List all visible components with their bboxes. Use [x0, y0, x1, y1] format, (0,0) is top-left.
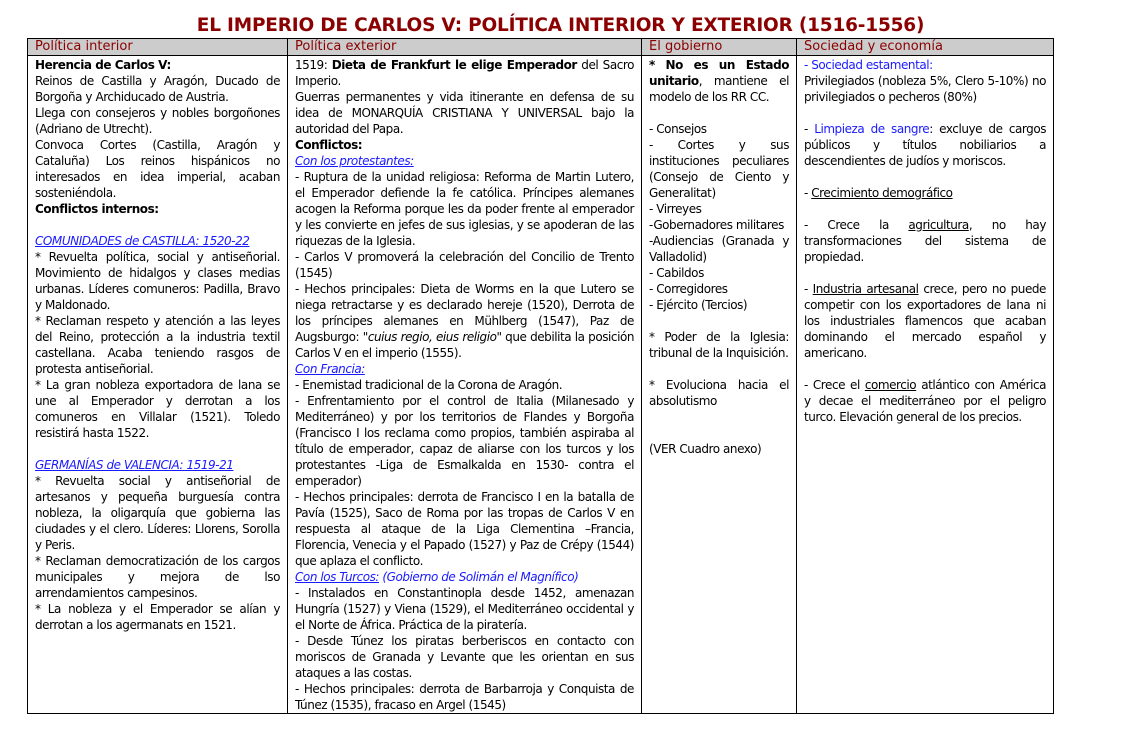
- protestantes-point-1: - Ruptura de la unidad religiosa: Reforma de Martin Lutero, el Emperador defiende la fe católica. Príncipes alemanes acogen la Reforma porque les da poder frente al emperador y les convierte en jefes de sus iglesias, y se apoderan de las riquezas de la Iglesia.: [295, 170, 634, 248]
- iglesia-text: * Poder de la Iglesia: tribunal de la Inquisición.: [649, 330, 789, 360]
- demografico-dash: -: [804, 186, 812, 200]
- column-header-sociedad-economia: Sociedad y economía: [797, 39, 1054, 56]
- gobierno-item: - Consejos: [649, 122, 707, 136]
- francia-point-3: - Hechos principales: derrota de Francisco I en la batalla de Pavía (1525), Saco de Roma por las tropas de Carlos V en respuesta al ataque de la Liga Clementina –Francia, Florencia, Venecia y el Papado (1527) y Paz de Crépy (1544) que aplaza el conflicto.: [295, 490, 634, 568]
- frankfurt-text: [295, 57, 634, 89]
- protestantes-point-3-b: que debilita la posición Carlos V en el imperio (1555).: [295, 330, 635, 360]
- germanias-point-2: * Reclaman democratización de los cargos municipales y mejora de lso arrendamientos campesinos.: [35, 554, 280, 600]
- protestantes-point-2: - Carlos V promoverá la celebración del Concilio de Trento (1545): [295, 250, 634, 280]
- gobierno-item: - Ejército (Tercios): [649, 298, 748, 312]
- industria-post: crece, pero no puede competir con los exportadores de lana ni los industriales flamencos que acaban dominando el mercado español y americano.: [804, 282, 1046, 360]
- comercio-text: [804, 377, 1046, 425]
- summary-table: [27, 38, 1054, 714]
- herencia-text: Reinos de Castilla y Aragón, Ducado de Borgoña y Archiducado de Austria.: [35, 74, 280, 104]
- germanias-point-3: * La nobleza y el Emperador se alían y derrotan a los agermanats en 1521.: [35, 602, 280, 632]
- convoca-text: Convoca Cortes (Castilla, Aragón y Cataluña) Los reinos hispánicos no interesados en idea imperial, acaban sosteniéndola.: [35, 138, 280, 200]
- unitario-rest: , mantiene el modelo de los RR CC.: [649, 74, 789, 104]
- turcos-heading: Con los Turcos:: [295, 570, 380, 584]
- cell-sociedad-economia: [797, 56, 1054, 714]
- augsburgo-quote: "cuius regio, eius religio": [362, 330, 502, 344]
- industria-term: Industria artesanal: [812, 282, 919, 296]
- frankfurt-year: 1519:: [295, 58, 332, 72]
- comunidades-heading: COMUNIDADES de CASTILLA: 1520-22: [35, 234, 250, 248]
- comercio-term: comercio: [864, 378, 917, 392]
- protestantes-point-3: [295, 281, 634, 361]
- turcos-point-3: - Hechos principales: derrota de Barbarroja y Conquista de Túnez (1535), fracaso en Argel (1545): [295, 682, 634, 712]
- column-header-politica-interior: Política interior: [28, 39, 288, 56]
- frankfurt-bold: Dieta de Frankfurt le elige Emperador: [331, 58, 577, 72]
- agricultura-pre: - Crece la: [804, 218, 909, 232]
- table-row: [28, 56, 1054, 714]
- unitario-bold: * No es un Estado unitario: [649, 58, 789, 88]
- frankfurt-rest: del Sacro Imperio.: [295, 58, 634, 88]
- turcos-subheading: (Gobierno de Solimán el Magnífico): [379, 570, 579, 584]
- gobierno-item: -Gobernadores militares: [649, 218, 784, 232]
- turcos-heading-line: [295, 569, 634, 585]
- agricultura-post: , no hay transformaciones del sistema de propiedad.: [804, 218, 1046, 264]
- germanias-point-1: * Revuelta social y antiseñorial de artesanos y pequeña burguesía contra nobleza, la oligarquía que gobierna las ciudades y el clero. Líderes: Llorens, Sorolla y Peris.: [35, 474, 280, 552]
- column-header-gobierno: El gobierno: [642, 39, 797, 56]
- guerras-text: Guerras permanentes y vida itinerante en defensa de su idea de MONARQUÍA CRISTIANA Y UNIVERSAL bajo la autoridad del Papa.: [295, 90, 634, 136]
- comunidades-point-1: * Revuelta política, social y antiseñorial. Movimiento de hidalgos y clases medias urbanas. Líderes comuneros: Padilla, Bravo y Maldonado.: [35, 250, 280, 312]
- comunidades-point-2: * Reclaman respeto y atención a las leyes del Reino, protección a la industria textil castellana. Acaba teniendo rasgos de protesta antiseñorial.: [35, 314, 280, 376]
- turcos-point-2: - Desde Túnez los piratas berberiscos en contacto con moriscos de Granada y Levante que les orientan en sus ataques a las costas.: [295, 634, 634, 680]
- ver-cuadro-anexo: (VER Cuadro anexo): [649, 442, 762, 456]
- limpieza-text: [804, 121, 1046, 169]
- protestantes-heading: Con los protestantes:: [295, 154, 414, 168]
- cell-gobierno: [642, 56, 797, 714]
- francia-heading: Con Francia:: [295, 362, 365, 376]
- francia-point-1: - Enemistad tradicional de la Corona de Aragón.: [295, 378, 563, 392]
- comercio-pre: - Crece el: [804, 378, 865, 392]
- gobierno-item: - Cabildos: [649, 266, 704, 280]
- page-title: EL IMPERIO DE CARLOS V: POLÍTICA INTERIOR Y EXTERIOR (1516-1556): [196, 15, 925, 36]
- cell-politica-exterior: [288, 56, 642, 714]
- conflictos-heading: Conflictos:: [295, 138, 363, 152]
- conflictos-internos-heading: Conflictos internos:: [35, 202, 159, 216]
- unitario-text: [649, 57, 789, 105]
- francia-point-2: - Enfrentamiento por el control de Italia (Milanesado y Mediterráneo) y por los territorios de Flandes y Borgoña (Francisco I los reclama como propios, también aspiraba al título de emperador, capaz de aliarse con los turcos y los protestantes -Liga de Esmalkalda en 1530- contra el emperador): [295, 394, 634, 488]
- table-header-row: [28, 39, 1054, 56]
- comercio-post: atlántico con América y decae el mediterráneo por el peligro turco. Elevación general de los precios.: [804, 378, 1047, 424]
- cell-politica-interior: [28, 56, 288, 714]
- llega-text: Llega con consejeros y nobles borgoñones (Adriano de Utrecht).: [35, 106, 280, 136]
- absolutismo-text: * Evoluciona hacia el absolutismo: [649, 378, 789, 408]
- demografico-text: [804, 185, 1046, 201]
- limpieza-dash: -: [804, 122, 815, 136]
- gobierno-item: -Audiencias (Granada y Valladolid): [649, 234, 789, 264]
- gobierno-item: - Corregidores: [649, 282, 728, 296]
- herencia-heading: Herencia de Carlos V:: [35, 58, 171, 72]
- germanias-heading: GERMANÍAS de VALENCIA: 1519-21: [35, 458, 234, 472]
- comunidades-point-3: * La gran nobleza exportadora de lana se une al Emperador y derrotan a los comuneros en Villalar (1521). Toledo resistirá hasta 1522.: [35, 378, 280, 440]
- agricultura-term: agricultura: [908, 218, 969, 232]
- demografico-heading: Crecimiento demográfico: [811, 186, 953, 200]
- industria-pre: -: [804, 282, 813, 296]
- estamental-text: Privilegiados (nobleza 5%, Clero 5-10%) no privilegiados o pecheros (80%): [804, 74, 1046, 104]
- gobierno-item: - Virreyes: [649, 202, 702, 216]
- column-header-politica-exterior: Política exterior: [288, 39, 642, 56]
- agricultura-text: [804, 217, 1046, 265]
- gobierno-item: - Cortes y sus instituciones peculiares (Consejo de Ciento y Generalitat): [649, 138, 789, 200]
- limpieza-rest: : excluye de cargos públicos y títulos nobiliarios a descendientes de judíos y moriscos.: [804, 122, 1047, 168]
- turcos-point-1: - Instalados en Constantinopla desde 1452, amenazan Hungría (1527) y Viena (1529), el Mediterráneo occidental y el Norte de África. Práctica de la piratería.: [295, 586, 634, 632]
- estamental-heading: - Sociedad estamental:: [804, 58, 933, 72]
- limpieza-heading: Limpieza de sangre: [814, 122, 930, 136]
- industria-text: [804, 281, 1046, 361]
- protestantes-point-3-a: - Hechos principales: Dieta de Worms en la que Lutero se niega retractarse y es declarado hereje (1520), Derrota de los príncipes alemanes en Mühlberg (1547), Paz de Augsburgo:: [295, 282, 634, 344]
